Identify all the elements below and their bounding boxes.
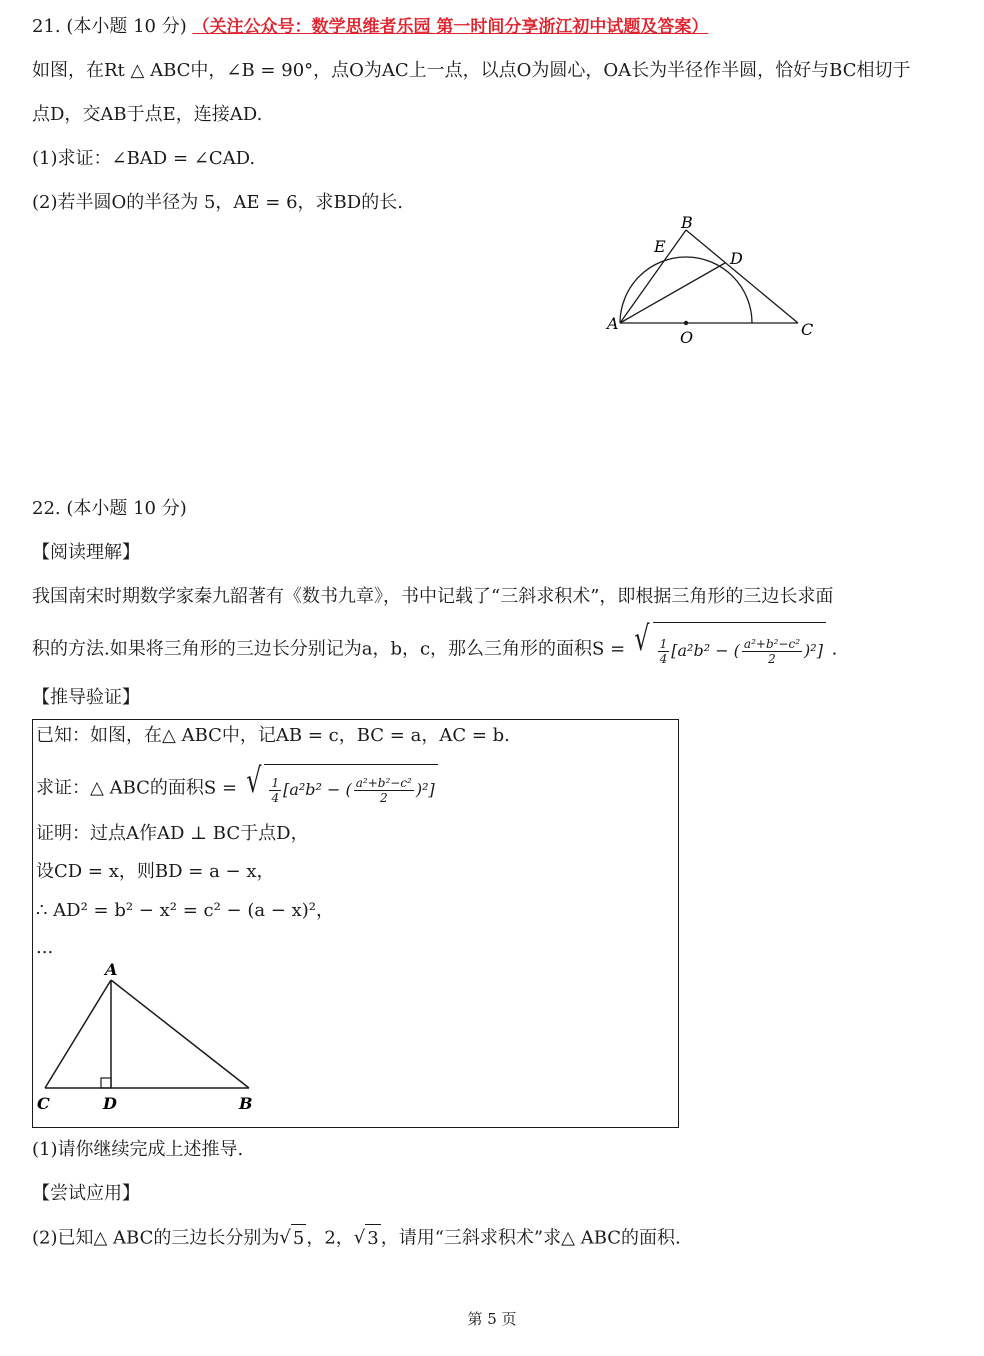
page-number: 第 5 页 [467,1310,517,1328]
sqrt-symbol: √ [634,619,650,659]
q22-triangle-figure [35,960,295,1120]
box-therefore: ∴ AD² = b² − x² = c² − (a − x)²， [36,900,334,921]
box-given: 已知：如图，在△ ABC中，记AB = c，BC = a，AC = b. [36,725,510,746]
tri-label-C: C [37,1094,50,1113]
label-C: C [801,320,814,339]
q21-part2: (2)若半圆O的半径为 5，AE = 6，求BD的长. [32,192,403,213]
label-O: O [680,328,694,347]
section-read: 【阅读理解】 [32,542,140,563]
label-D: D [730,249,743,268]
q21-figure [598,208,828,353]
sqrt-symbol: √ [246,761,262,801]
quarter-fraction: $\frac{1}{4}$ [659,636,668,666]
q21-header-line [32,15,708,39]
label-A: A [607,314,619,333]
q22-header: 22. (本小题 10 分) [32,498,187,519]
tri-label-B: B [239,1094,253,1113]
tri-label-A: A [105,960,118,979]
q21-stem-line1: 如图，在Rt △ ABC中，∠B = 90°，点O为AC上一点，以点O为圆心，OA长为半径作半圆，恰好与BC相切于 [32,60,911,81]
box-proof-intro: 证明：过点A作AD ⊥ BC于点D， [36,823,309,844]
section-derive: 【推导验证】 [32,687,140,708]
half-fraction: $\frac{\text{a²+b²−c²}}{2}$ [743,636,801,666]
q22-part2: (2)已知△ ABC的三边长分别为 √ 5 ，2， √ 3 ，请用“三斜求积术”求△ ABC的面积. [32,1224,681,1253]
tri-label-D: D [103,1094,117,1113]
section-try: 【尝试应用】 [32,1183,140,1204]
derivation-box [32,719,679,1128]
q21-header: 21. (本小题 10 分) [32,16,187,37]
read-line2: 积的方法.如果将三角形的三边长分别记为a，b，c，那么三角形的面积S = √ $\frac{1}{4}$ [a²b² − ( $\frac{\text{a²+b²−c²}}{2}$ )²] . [32,622,837,677]
label-E: E [654,237,666,256]
promo-banner: （关注公众号：数学思维者乐园 第一时间分享浙江初中试题及答案） [192,17,709,37]
box-ellipsis: ... [36,937,54,958]
read-line1: 我国南宋时期数学家秦九韶著有《数书九章》，书中记载了“三斜求积术”，即根据三角形的三边长求面 [32,586,834,607]
heron-formula: √ $\frac{1}{4}$ [a²b² − ( $\frac{\text{a²+b²−c²}}{2}$ )²] [631,622,826,677]
sqrt3: √ 3 [354,1224,381,1253]
box-let-cd: 设CD = x，则BD = a − x， [36,861,275,882]
heron-formula-box: √ $\frac{1}{4}$ [a²b² − ( $\frac{\text{a²+b²−c²}}{2}$ )²] [243,764,438,813]
sqrt5: √ 5 [279,1224,306,1253]
q22-part1: (1)请你继续完成上述推导. [32,1139,244,1160]
q21-part1: (1)求证：∠BAD = ∠CAD. [32,148,256,169]
box-prove: 求证：△ ABC的面积S = √ $\frac{1}{4}$ [a²b² − ( $\frac{\text{a²+b²−c²}}{2}$ )²] [36,764,438,813]
read-line2-text: 积的方法.如果将三角形的三边长分别记为a，b，c，那么三角形的面积S = [32,638,626,660]
q21-stem-line2: 点D，交AB于点E，连接AD. [32,104,263,125]
label-B: B [681,213,693,232]
